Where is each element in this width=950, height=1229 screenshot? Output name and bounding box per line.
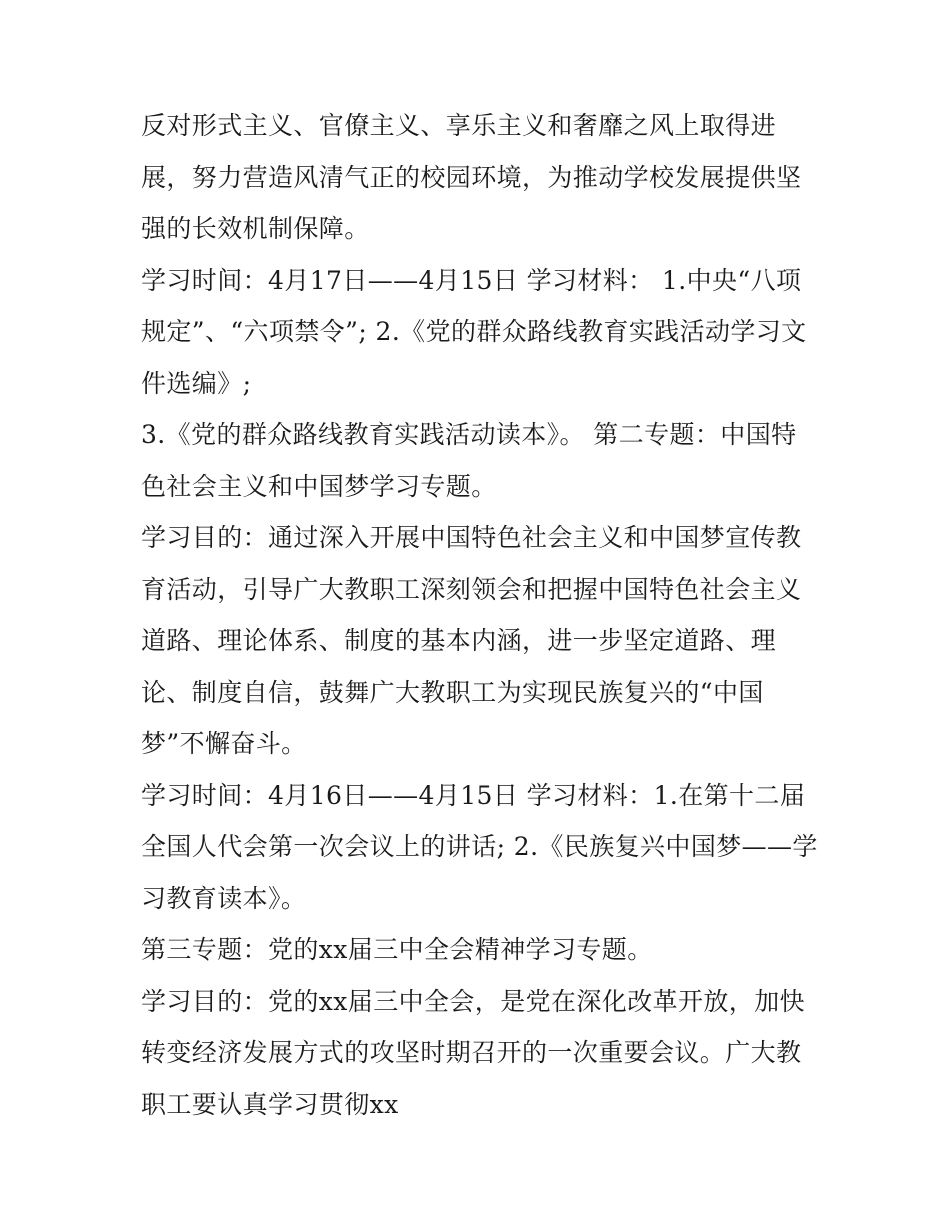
- paragraph-3: 3.《党的群众路线教育实践活动读本》。 第二专题：中国特色社会主义和中国梦学习专题。: [141, 420, 797, 501]
- paragraph-2: 学习时间：4月17日——4月15日 学习材料： 1.中央“八项规定”、“六项禁令”; 2.《党的群众路线教育实践活动学习文件选编》;: [141, 265, 807, 398]
- paragraph-4: 学习目的：通过深入开展中国特色社会主义和中国梦宣传教育活动，引导广大教职工深刻领会和把握中国特色社会主义道路、理论体系、制度的基本内涵，进一步坚定道路、理论、制度自信，鼓舞广大教职工为实现民族复兴的“中国梦”不懈奋斗。: [141, 523, 802, 758]
- document-body: [141, 100, 821, 1130]
- paragraph-7: 学习目的：党的xx届三中全会，是党在深化改革开放，加快转变经济发展方式的攻坚时期召开的一次重要会议。广大教职工要认真学习贯彻xx: [141, 986, 806, 1119]
- paragraph-5: 学习时间：4月16日——4月15日 学习材料：1.在第十二届全国人代会第一次会议上的讲话; 2.《民族复兴中国梦——学习教育读本》。: [141, 780, 818, 913]
- paragraph-1: 反对形式主义、官僚主义、享乐主义和奢靡之风上取得进展，努力营造风清气正的校园环境，为推动学校发展提供坚强的长效机制保障。: [141, 111, 802, 243]
- paragraph-6: 第三专题：党的xx届三中全会精神学习专题。: [141, 935, 653, 964]
